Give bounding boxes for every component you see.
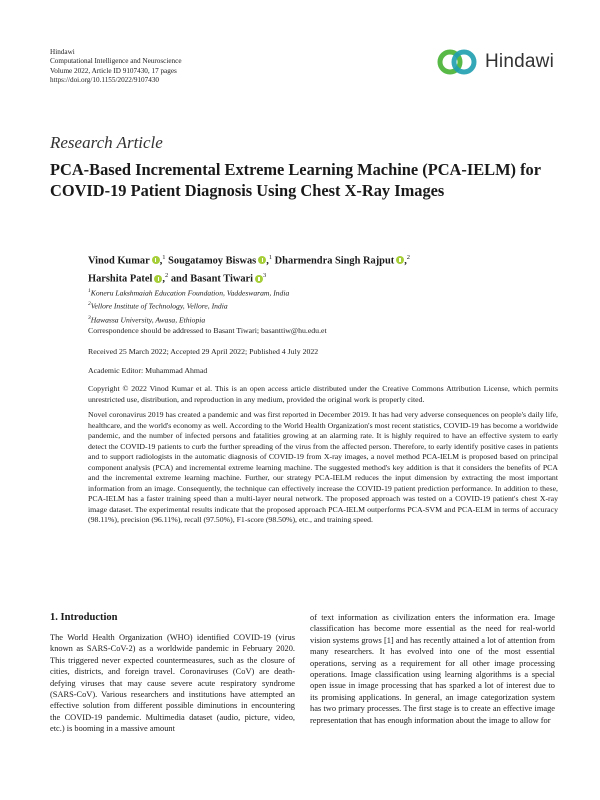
author-name[interactable]: Harshita Patel <box>88 273 153 285</box>
hindawi-logo-icon <box>436 48 480 76</box>
journal-metadata <box>50 48 182 86</box>
paper-title: PCA-Based Incremental Extreme Learning Machine (PCA-IELM) for COVID-19 Patient Diagnosis Using Chest X-Ray Images <box>50 160 541 200</box>
orcid-icon[interactable] <box>258 256 266 264</box>
academic-editor: Academic Editor: Muhammad Ahmad <box>88 366 208 375</box>
logo-text: Hindawi <box>485 51 554 72</box>
copyright-notice: Copyright © 2022 Vinod Kumar et al. This is an open access article distributed under the Creative Commons Attribution License, which permits unrestricted use, distribution, and reproduction in any medium, provided the original work is properly cited. <box>88 384 558 404</box>
author-name[interactable]: Sougatamoy Biswas <box>168 255 257 267</box>
orcid-icon[interactable] <box>255 275 263 283</box>
orcid-icon[interactable] <box>396 256 404 264</box>
affiliation: $^2$Vellore Institute of Technology, Vellore, India <box>88 301 228 311</box>
correspondence: Correspondence should be addressed to Basant Tiwari; basanttiw@hu.edu.et <box>88 326 327 335</box>
body-column-left: The World Health Organization (WHO) identified COVID-19 (virus known as SARS-CoV-2) as a worldwide pandemic in February 2020. This triggered never expected countermeasures, such as the closure of cities, districts, and foreign travel. Coronaviruses (CoV) are death-defying viruses that may cause severe acute respiratory syndrome (SARS-CoV). Various researchers and institutions have attempted an effective solution from different possible diminutions in encountering the COVID-19 pandemic. Multimedia dataset (audio, picture, video, etc.) is booming in a massive amount <box>50 633 295 734</box>
doi-link[interactable]: https://doi.org/10.1155/2022/9107430 <box>50 76 160 85</box>
affiliations <box>88 286 289 326</box>
author-name[interactable]: Basant Tiwari <box>190 273 254 285</box>
section-heading: 1. Introduction <box>50 612 118 623</box>
author-name[interactable]: Dharmendra Singh Rajput <box>274 255 395 267</box>
orcid-icon[interactable] <box>152 256 160 264</box>
author-name[interactable]: Vinod Kumar <box>88 255 150 267</box>
volume-info: Volume 2022, Article ID 9107430, 17 pages <box>50 66 177 75</box>
publisher-name: Hindawi <box>50 48 75 56</box>
body-column-right: of text information as civilization enters the information era. Image classification has become more essential as the need for real-world vision systems grows [1] and has recently attained a lot of attention from many researchers. It has evolved into one of the most essential operations, serving as a requirement for all other image processing operations. Image classification using learning algorithms is a special open issue in image processing that has sparked a lot of interest due to its promising applications. In general, an image categorization system has two primary processes. The first stage is to create an effective image representation that has enough information about the image to allow for <box>310 613 555 725</box>
article-type: Research Article <box>50 133 163 152</box>
journal-name: Computational Intelligence and Neuroscience <box>50 57 182 66</box>
affiliation: $^3$Hawassa University, Awasa, Ethiopia <box>88 314 206 325</box>
author-list: Vinod Kumar ,$^1$ Sougatamoy Biswas ,$^1$ Dharmendra Singh Rajput ,$^2$ Harshita Patel ,$^2$ and Basant Tiwari $^3$ <box>88 254 411 285</box>
affiliation: $^1$Koneru Lakshmaiah Education Foundation, Vaddeswaram, India <box>88 288 290 298</box>
hindawi-logo <box>436 48 554 76</box>
publication-dates: Received 25 March 2022; Accepted 29 April 2022; Published 4 July 2022 <box>88 347 319 356</box>
abstract: Novel coronavirus 2019 has created a pandemic and was first reported in December 2019. It has had very adverse consequences on people's daily life, healthcare, and the world's economy as well. According to the World Health Organization's most recent statistics, COVID-19 has become a worldwide pandemic, and the number of infected persons and fatalities growing at an alarming rate. It is highly required to have an effective system to early detect the COVID-19 patients to curb the further spreading of the virus from the affected person. Therefore, to early identify positive cases in patients and to support radiologists in the automatic diagnosis of COVID-19 from X-ray images, a novel method PCA-IELM is proposed based on principal component analysis (PCA) and incremental extreme learning machine. The suggested method's key addition is that it considers the benefits of PCA and the incremental extreme learning machine. Further, our strategy PCA-IELM reduces the input dimension by extracting the most important information from an image. Consequently, the technique can effectively increase the COVID-19 patient prediction performance. In addition to these, PCA-IELM has a faster training speed than a multi-layer neural network. The proposed approach was tested on a COVID-19 patient's chest X-ray image dataset. The experimental results indicate that the proposed approach PCA-IELM outperforms PCA-SVM and PCA-ELM in terms of accuracy (98.11%), precision (96.11%), recall (97.50%), F1-score (98.50%), etc., and training speed. <box>88 410 558 525</box>
